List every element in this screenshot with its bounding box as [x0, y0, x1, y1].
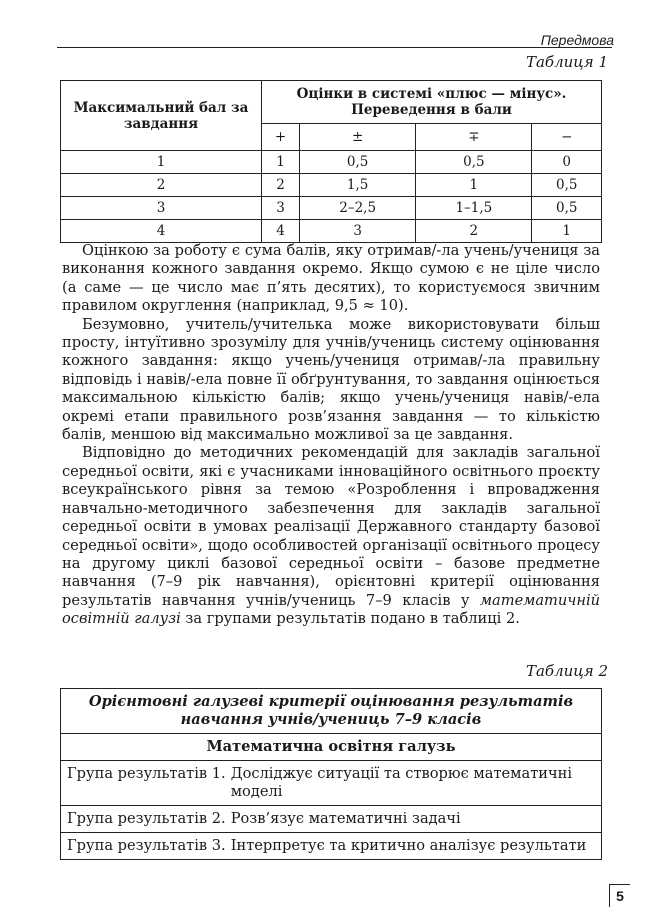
- group-label: Група результатів 2.: [67, 810, 226, 827]
- section-title: Передмова: [540, 32, 614, 48]
- table-cell: 3: [61, 197, 262, 220]
- table-cell: 1: [61, 151, 262, 174]
- table-row: [61, 151, 602, 174]
- paragraph-simple-system: Безумовно, учитель/учителька може використовувати більш просту, інтуїтивно зрозумілу для учнів/учениць систему оцінювання кожного завдання: якщо учень/учениця отримав/-ла правильну відповідь і навів/-ела повне її обґрунтування, то завдання оцінюється максимальною кількістю балів; якщо учень/учениця навів/-ела окремі етапи правильного розв’язання завдання — то кількістю балів, меншою від максимально можливої за це завдання.: [62, 315, 600, 444]
- paragraph-scoring-sum: Оцінкою за роботу є сума балів, яку отримав/-ла учень/учениця за виконання кожного завдання окремо. Якщо сумою є не ціле число (а саме — це число має п’ять десятих), то користуємося звичним правилом округлення (наприклад, 9,5 ≈ 10).: [62, 242, 600, 315]
- table-row: [61, 220, 602, 243]
- table-row: [61, 806, 602, 833]
- math-field-emphasis: математичній освітній галузі: [62, 591, 601, 628]
- table-cell: 2: [61, 174, 262, 197]
- table-cell: 1: [532, 220, 602, 243]
- table-row: [61, 174, 602, 197]
- table1-caption: Таблиця 1: [525, 53, 608, 71]
- symbol-plus-minus: ±: [300, 124, 416, 151]
- table-cell: 0: [532, 151, 602, 174]
- body-text: [62, 242, 600, 629]
- table-cell: 3: [262, 197, 300, 220]
- group-text: Розв’язує математичні задачі: [230, 810, 461, 827]
- table-cell: 2–2,5: [300, 197, 416, 220]
- scoring-table: [60, 80, 602, 243]
- table1-col1-header: Максимальний бал за завдання: [61, 81, 262, 151]
- table-cell: 2: [416, 220, 532, 243]
- group-text: Інтерпретує та критично аналізує результати: [230, 837, 587, 854]
- group-label: Група результатів 1.: [67, 765, 226, 782]
- table-cell: 1,5: [300, 174, 416, 197]
- table-cell: 4: [262, 220, 300, 243]
- table-cell: 0,5: [532, 174, 602, 197]
- group-label: Група результатів 3.: [67, 837, 226, 854]
- table2-title: Орієнтовні галузеві критерії оцінювання результатів навчання учнів/учениць 7–9 класів: [61, 689, 602, 734]
- table-row: [61, 761, 602, 806]
- table-cell: 3: [300, 220, 416, 243]
- table-cell: 1: [262, 151, 300, 174]
- table2-subtitle: Математична освітня галузь: [61, 734, 602, 761]
- group-text: Досліджує ситуації та створює математичні моделі: [230, 765, 573, 800]
- criteria-table: [60, 688, 602, 860]
- symbol-plus: +: [262, 124, 300, 151]
- table-cell: 2: [262, 174, 300, 197]
- symbol-minus: −: [532, 124, 602, 151]
- table-cell: 0,5: [532, 197, 602, 220]
- table-cell: 0,5: [300, 151, 416, 174]
- table-row: [61, 833, 602, 860]
- table-cell: 1: [416, 174, 532, 197]
- page-number: 5: [609, 884, 630, 907]
- header-rule: [57, 47, 612, 48]
- symbol-minus-plus: ∓: [416, 124, 532, 151]
- table-cell: 4: [61, 220, 262, 243]
- paragraph-methodology-part1: Відповідно до методичних рекомендацій для закладів загальної середньої освіти, які є учасниками інноваційного освітнього проєкту всеукраїнського рівня за темою «Розроблення і впровадження навчально-методичного забезпечення для закладів загальної середньої освіти в умовах реалізації Державного стандарту базової середньої освіти», щодо особливостей організації освітнього процесу на другому циклі базової середньої освіти – базове предметне навчання (7–9 рік навчання), орієнтовні критерії оцінювання результатів навчання учнів/учениць 7–9 класів у: [62, 444, 600, 609]
- paragraph-methodology-part2: за групами результатів подано в таблиці 2.: [185, 610, 520, 628]
- table1-group-header: Оцінки в системі «плюс — мінус». Переведення в бали: [262, 81, 602, 124]
- table2-caption: Таблиця 2: [525, 662, 608, 680]
- table-row: [61, 197, 602, 220]
- table-cell: 0,5: [416, 151, 532, 174]
- paragraph-methodology: [62, 444, 600, 628]
- table-cell: 1–1,5: [416, 197, 532, 220]
